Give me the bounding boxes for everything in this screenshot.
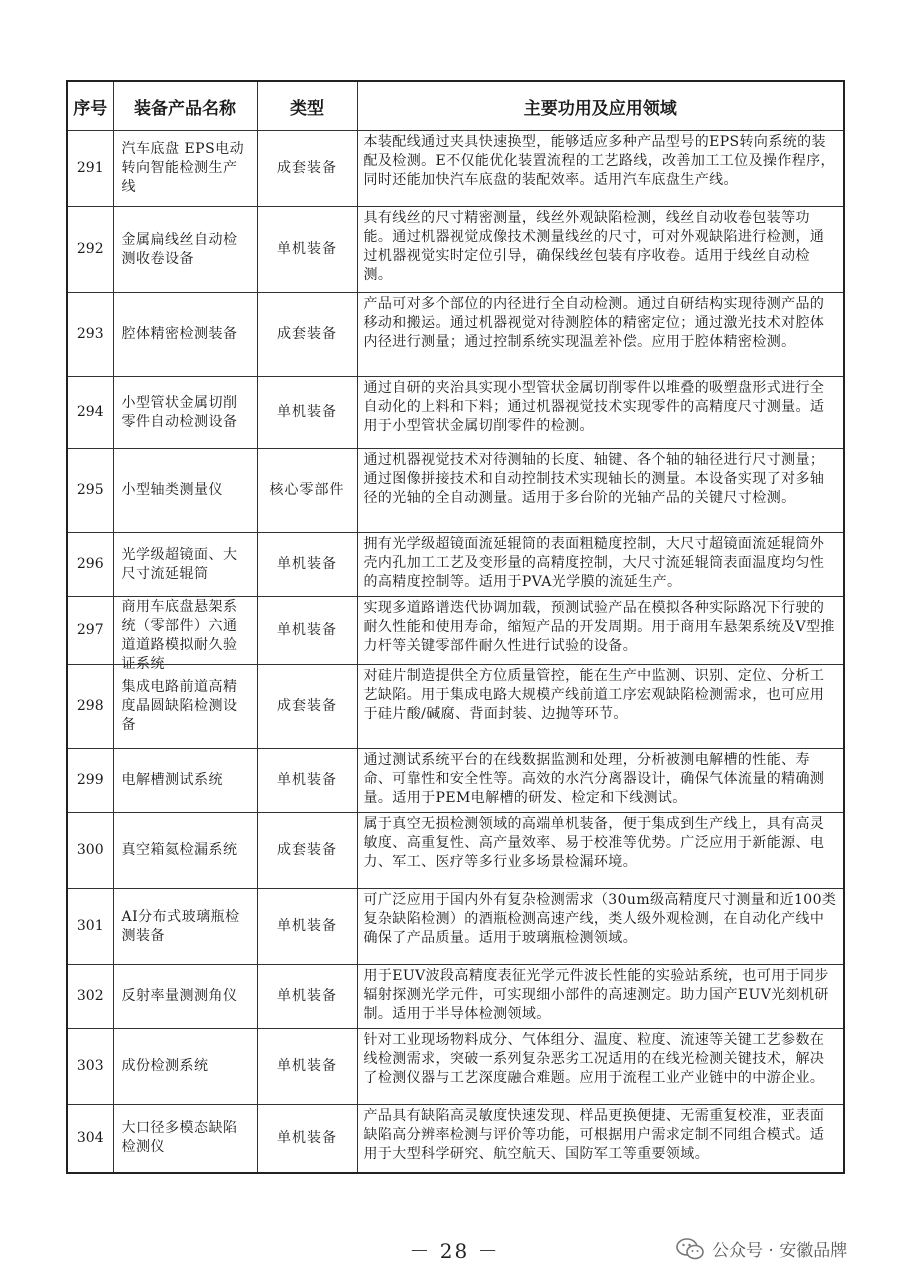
row-product-name-text: AI分布式玻璃瓶检测装备 [121,908,240,944]
row-serial-text: 301 [76,918,104,934]
row-function [357,449,844,533]
table-row [67,597,844,665]
row-product-name [113,813,257,889]
table-row [67,665,844,749]
row-product-name [113,131,257,207]
row-product-name [113,749,257,813]
row-product-name-text: 商用车底盘悬架系统（零部件）六通道道路模拟耐久验证系统 [121,599,238,672]
row-type-text: 单机装备 [277,1129,337,1146]
row-function [357,293,844,377]
row-function [357,377,844,449]
row-serial [67,597,113,665]
row-serial-text: 304 [76,1129,104,1146]
table-row [67,293,844,377]
row-type [257,131,357,207]
row-type-text: 核心零部件 [269,482,345,498]
row-function-text: 属于真空无损检测领域的高端单机装备，便于集成到生产线上，具有高灵敏度、高重复性、高产量效率、易于校准等优势。广泛应用于新能源、电力、军工、医疗等多行业多场景检漏环境。 [363,816,825,870]
row-function-text: 可广泛应用于国内外有复杂检测需求（30um级高精度尺寸测量和近100类复杂缺陷检测）的酒瓶检测高速产线，类人级外观检测，在自动化产线中确保了产品质量。适用于玻璃瓶检测领域。 [363,892,837,946]
table-row [67,749,844,813]
row-product-name [113,597,257,672]
table-row [67,377,844,449]
row-serial-text: 302 [76,988,104,1004]
row-function [357,597,844,665]
row-product-name [113,207,257,293]
row-serial-text: 303 [76,1058,104,1074]
table-row [67,1029,844,1105]
row-type [257,377,357,449]
page-number: － 28 － [409,1239,500,1263]
row-function-text: 具有线丝的尺寸精密测量，线丝外观缺陷检测，线丝自动收卷包装等功能。通过机器视觉成像技术测量线丝的尺寸，可对外观缺陷进行检测，通过机器视觉实时定位引导，确保线丝包装有序收卷。适用于线丝自动检测。 [363,210,825,283]
row-product-name-text: 小型轴类测量仪 [121,482,223,498]
row-function-text: 针对工业现场物料成分、气体组分、温度、粒度、流速等关键工艺参数在线检测需求，突破一系列复杂恶劣工况适用的在线光检测关键技术，解决了检测仪器与工艺深度融合难题。应用于流程工业产业链中的中游企业。 [363,1032,825,1086]
row-product-name [113,665,257,749]
row-serial [67,377,113,449]
row-product-name [113,965,257,1029]
row-product-name-text: 汽车底盘 EPS电动转向智能检测生产线 [121,141,245,195]
row-function [357,1105,844,1173]
header-serial: 序号 [67,81,113,131]
table-row [67,889,844,965]
row-product-name-text: 腔体精密检测装备 [121,326,238,342]
table-row [67,1105,844,1173]
row-function [357,749,844,813]
row-serial-text: 294 [76,404,104,420]
row-type-text: 成套装备 [277,698,337,714]
row-function [357,533,844,597]
row-product-name-text: 成份检测系统 [121,1058,209,1074]
row-serial-text: 292 [76,241,104,257]
row-serial [67,533,113,597]
row-serial [67,293,113,377]
row-product-name-text: 集成电路前道高精度晶圆缺陷检测设备 [121,679,238,733]
watermark-text: 公众号 · 安徽品牌 [712,1241,848,1261]
watermark [676,1236,847,1261]
row-serial [67,131,113,207]
row-product-name [113,533,257,597]
table-row [67,207,844,293]
wechat-icon [676,1238,704,1260]
row-type [257,665,357,749]
row-type-text: 单机装备 [277,622,337,638]
row-type [257,749,357,813]
row-function-text: 用于EUV波段高精度表征光学元件波长性能的实验站系统，也可用于同步辐射探测光学元件，可实现细小部件的高速测定。助力国产EUV光刻机研制。适用于半导体检测领域。 [363,968,829,1022]
row-product-name [113,449,257,533]
row-function-text: 对硅片制造提供全方位质量管控，能在生产中监测、识别、定位、分析工艺缺陷。用于集成电路大规模产线前道工序宏观缺陷检测需求，也可应用于硅片酸/碱腐、背面封装、边抛等环节。 [363,668,825,722]
row-serial [67,813,113,889]
row-product-name-text: 小型管状金属切削零件自动检测设备 [121,394,238,430]
row-function-text: 通过机器视觉技术对待测轴的长度、轴键、各个轴的轴径进行尺寸测量；通过图像拼接技术和自动控制技术实现轴长的测量。本设备实现了对多轴径的光轴的全自动测量。适用于多台阶的光轴产品的关键尺寸检测。 [363,452,825,506]
row-serial-text: 297 [76,622,104,638]
row-type-text: 单机装备 [277,772,337,788]
row-product-name [113,377,257,449]
row-serial-text: 299 [76,772,104,788]
row-product-name-text: 真空箱氦检漏系统 [121,842,238,858]
row-function-text: 产品具有缺陷高灵敏度快速发现、样品更换便捷、无需重复校准，亚表面缺陷高分辨率检测与评价等功能，可根据用户需求定制不同组合模式。适用于大型科学研究、航空航天、国防军工等重要领域。 [363,1108,825,1162]
equipment-table [66,80,845,1174]
row-type-text: 单机装备 [277,404,337,420]
row-serial-text: 296 [76,556,104,572]
row-type [257,293,357,377]
table-row [67,965,844,1029]
row-product-name [113,293,257,377]
row-type-text: 单机装备 [277,241,337,257]
table-row [67,813,844,889]
header-product-name: 装备产品名称 [113,81,257,131]
table-row [67,131,844,207]
row-serial-text: 293 [76,326,104,342]
row-product-name-text: 金属扁线丝自动检测收卷设备 [121,231,238,267]
row-product-name-text: 电解槽测试系统 [121,772,223,788]
row-function-text: 通过自研的夹治具实现小型管状金属切削零件以堆叠的吸塑盘形式进行全自动化的上料和下料；通过机器视觉技术实现零件的高精度尺寸测量。适用于小型管状金属切削零件的检测。 [363,380,825,434]
table-row [67,449,844,533]
row-type [257,449,357,533]
row-type [257,1029,357,1105]
row-function-text: 实现多道路谱迭代协调加载，预测试验产品在模拟各种实际路况下行驶的耐久性能和使用寿命，缩短产品的开发周期。用于商用车悬架系统及V型推力杆等关键零部件耐久性进行试验的设备。 [363,600,835,654]
row-product-name [113,1029,257,1105]
row-product-name-text: 光学级超镜面、大尺寸流延辊筒 [121,546,238,582]
row-type [257,965,357,1029]
row-function-text: 通过测试系统平台的在线数据监测和处理，分析被测电解槽的性能、寿命、可靠性和安全性等。高效的水汽分离器设计，确保气体流量的精确测量。适用于PEM电解槽的研发、检定和下线测试。 [363,752,825,806]
row-function-text: 产品可对多个部位的内径进行全自动检测。通过自研结构实现待测产品的移动和搬运。通过机器视觉对待测腔体的精密定位；通过激光技术对腔体内径进行测量；通过控制系统实现温差补偿。应用于腔体精密检测。 [363,296,825,350]
row-type-text: 单机装备 [277,918,337,934]
row-serial [67,207,113,293]
header-function: 主要功用及应用领域 [357,81,844,131]
row-function [357,207,844,293]
row-serial [67,1029,113,1105]
row-type-text: 成套装备 [277,326,337,342]
row-function-text: 拥有光学级超镜面流延辊筒的表面粗糙度控制，大尺寸超镜面流延辊筒外壳内孔加工工艺及变形量的高精度控制，大尺寸流延辊筒表面温度均匀性的高精度控制等。适用于PVA光学膜的流延生产。 [363,536,825,590]
row-type-text: 单机装备 [277,556,337,572]
row-function [357,131,844,207]
row-serial [67,449,113,533]
row-function [357,665,844,749]
row-function [357,965,844,1029]
row-type-text: 单机装备 [277,988,337,1004]
row-type [257,813,357,889]
row-function-text: 本装配线通过夹具快速换型，能够适应多种产品型号的EPS转向系统的装配及检测。E不仅能优化装置流程的工艺路线，改善加工工位及操作程序，同时还能加快汽车底盘的装配效率。适用汽车底盘生产线。 [363,134,835,188]
row-serial-text: 300 [76,842,104,858]
header-type: 类型 [257,81,357,131]
row-type-text: 单机装备 [277,1058,337,1074]
row-type [257,597,357,665]
row-serial [67,965,113,1029]
row-type [257,533,357,597]
row-serial [67,889,113,965]
row-function [357,889,844,965]
row-serial [67,665,113,749]
row-product-name [113,889,257,965]
row-serial-text: 291 [76,160,104,176]
row-function [357,813,844,889]
row-type [257,889,357,965]
row-type-text: 成套装备 [277,842,337,858]
row-serial-text: 295 [76,482,104,498]
row-serial [67,1105,113,1173]
row-product-name-text: 反射率量测测角仪 [121,988,238,1004]
row-type [257,207,357,293]
row-serial-text: 298 [76,698,104,714]
row-type [257,1105,357,1173]
row-product-name-text: 大口径多模态缺陷检测仪 [121,1120,238,1156]
row-type-text: 成套装备 [277,160,337,176]
table-row [67,533,844,597]
table-header-row [67,81,844,131]
row-serial [67,749,113,813]
row-function [357,1029,844,1105]
row-product-name [113,1105,257,1173]
